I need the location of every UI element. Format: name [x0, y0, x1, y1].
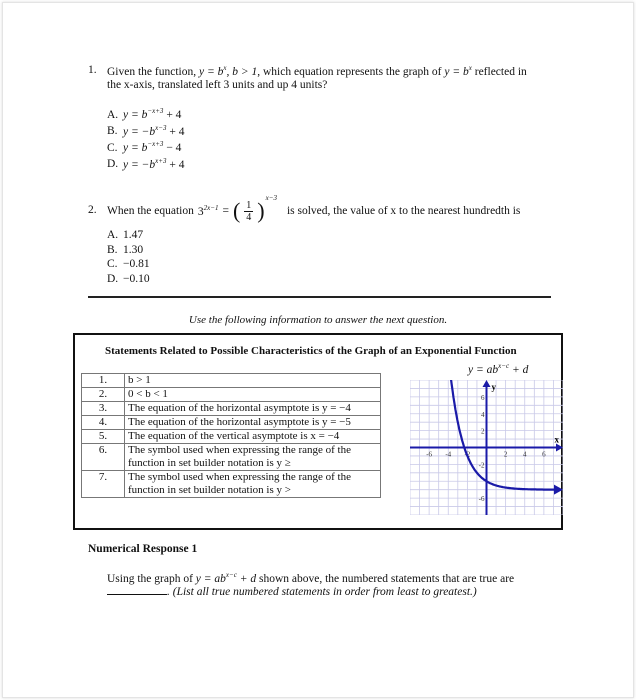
paren-left: (: [232, 198, 241, 223]
nr-text-b: shown above, the numbered statements that are true are: [259, 572, 515, 585]
statement-number: 4.: [82, 416, 125, 430]
statement-text: The symbol used when expressing the range of the function in set builder notation is y >: [125, 471, 381, 498]
statement-text: The equation of the horizontal asymptote is y = −4: [125, 402, 381, 416]
numerical-response-text: [107, 571, 514, 585]
option-post: − 4: [163, 141, 182, 154]
option-value: −0.10: [123, 272, 150, 285]
q1-option-a[interactable]: [107, 107, 181, 121]
q2-lhs: 3: [197, 205, 204, 218]
statement-row: [82, 388, 381, 402]
q2-eq: =: [222, 205, 229, 217]
q1-ref-exp: x: [468, 64, 472, 72]
q1-text-c: reflected in: [474, 65, 527, 78]
option-letter: A.: [107, 229, 119, 241]
x-tick-label: 4: [523, 450, 527, 459]
question-2-number: 2.: [88, 204, 97, 216]
x-axis-arrow: [556, 444, 563, 452]
q2-option-c[interactable]: [107, 258, 150, 270]
x-tick-label: 2: [503, 450, 508, 459]
nr-text: Using the graph of: [107, 572, 193, 585]
nr-formula: y = ab: [195, 572, 226, 585]
statement-row: [82, 444, 381, 471]
q2-fraction: [244, 200, 253, 223]
numerical-response-heading: Numerical Response 1: [88, 543, 198, 555]
section-divider: [88, 296, 551, 298]
option-value: −0.81: [123, 258, 150, 270]
question-1-number: 1.: [88, 64, 97, 76]
option-exp: −x+3: [147, 107, 164, 115]
nr-note: . (List all true numbered statements in order from least to greatest.): [167, 586, 477, 598]
q2-text: When the equation: [107, 205, 194, 217]
q1-given: y = b: [198, 65, 224, 78]
box-formula: [468, 362, 528, 376]
y-axis-label: y: [491, 382, 496, 392]
option-base: y = b: [123, 108, 148, 121]
q1-text-b: , which equation represents the graph of: [257, 65, 442, 78]
x-axis-label: x: [554, 434, 559, 445]
statement-text: The equation of the horizontal asymptote is y = −5: [125, 416, 381, 430]
q2-rhs-exp: x−3: [265, 194, 277, 202]
option-value: 1.47: [123, 229, 144, 241]
q2-option-b[interactable]: [107, 244, 143, 256]
option-base: y = b: [123, 141, 148, 154]
q2-lhs-exp: 2x−1: [203, 204, 219, 213]
q1-option-b[interactable]: [107, 124, 184, 138]
option-letter: A.: [107, 108, 119, 121]
option-post: + 4: [166, 158, 185, 171]
x-tick-label: -2: [464, 450, 471, 459]
question-1-stem: [107, 64, 527, 78]
statement-row: [82, 430, 381, 444]
q1-ref: y = b: [444, 65, 469, 78]
statement-number: 5.: [82, 430, 125, 444]
statement-number: 7.: [82, 471, 125, 498]
x-tick-label: 6: [542, 450, 546, 459]
y-tick-label: 6: [481, 393, 485, 402]
statements-table: [81, 373, 381, 498]
answer-blank[interactable]: [107, 594, 167, 595]
paren-right: ): [257, 198, 265, 223]
statement-text: b > 1: [125, 374, 381, 388]
statement-row: [82, 416, 381, 430]
q1-option-c[interactable]: [107, 140, 181, 154]
q2-option-a[interactable]: [107, 229, 143, 241]
option-letter: B.: [107, 125, 118, 138]
option-post: + 4: [163, 108, 182, 121]
x-tick-label: -4: [445, 450, 452, 459]
statement-text: The symbol used when expressing the range of the function in set builder notation is y ≥: [125, 444, 381, 471]
curve-arrow-right: [554, 485, 563, 495]
x-tick-label: -6: [426, 450, 433, 459]
question-1-stem-line2: the x-axis, translated left 3 units and up 4 units?: [107, 79, 328, 91]
statement-text: 0 < b < 1: [125, 388, 381, 402]
option-exp: −x+3: [147, 140, 164, 148]
formula-base: y = ab: [468, 363, 499, 376]
option-value: 1.30: [123, 243, 144, 256]
y-tick-label: 4: [481, 410, 485, 419]
q1-text: Given the function,: [107, 65, 197, 78]
q1-cond: , b > 1: [226, 65, 258, 78]
nr-formula-exp: x−c: [225, 571, 237, 579]
option-letter: C.: [107, 141, 118, 154]
q2-text-b: is solved, the value of x to the nearest hundredth is: [286, 205, 521, 217]
instruction-text: Use the following information to answer the next question.: [188, 314, 448, 326]
nr-formula-post: + d: [236, 572, 257, 585]
statement-number: 3.: [82, 402, 125, 416]
y-tick-label: -2: [478, 461, 485, 470]
numerical-response-answer-line: [107, 586, 477, 598]
option-letter: C.: [107, 258, 118, 270]
statement-number: 2.: [82, 388, 125, 402]
statement-row: [82, 374, 381, 388]
question-2-stem: [107, 194, 520, 228]
box-title: Statements Related to Possible Characteristics of the Graph of an Exponential Function: [105, 345, 517, 357]
statement-row: [82, 402, 381, 416]
y-tick-label: 2: [481, 427, 485, 436]
option-post: + 4: [166, 125, 185, 138]
q2-frac-num: 1: [246, 199, 252, 211]
option-exp: x−3: [155, 123, 167, 132]
statement-number: 6.: [82, 444, 125, 471]
option-letter: B.: [107, 243, 118, 256]
formula-exp: x−c: [498, 362, 510, 370]
formula-post: + d: [509, 363, 529, 376]
option-letter: D.: [107, 272, 119, 285]
statements-box: [73, 333, 563, 530]
y-tick-label: -6: [478, 495, 485, 504]
option-base: y = −b: [123, 158, 156, 171]
q1-option-d[interactable]: [107, 157, 184, 171]
option-base: y = −b: [123, 125, 156, 138]
y-axis-arrow: [483, 380, 491, 387]
statement-number: 1.: [82, 374, 125, 388]
q2-option-d[interactable]: [107, 273, 150, 285]
statement-row: [82, 471, 381, 498]
q2-frac-den: 4: [246, 211, 252, 223]
q1-given-exp: x: [223, 64, 227, 72]
exponential-graph: [410, 380, 563, 515]
statement-text: The equation of the vertical asymptote is x = −4: [125, 430, 381, 444]
option-exp: x+3: [155, 156, 167, 165]
option-letter: D.: [107, 158, 119, 171]
